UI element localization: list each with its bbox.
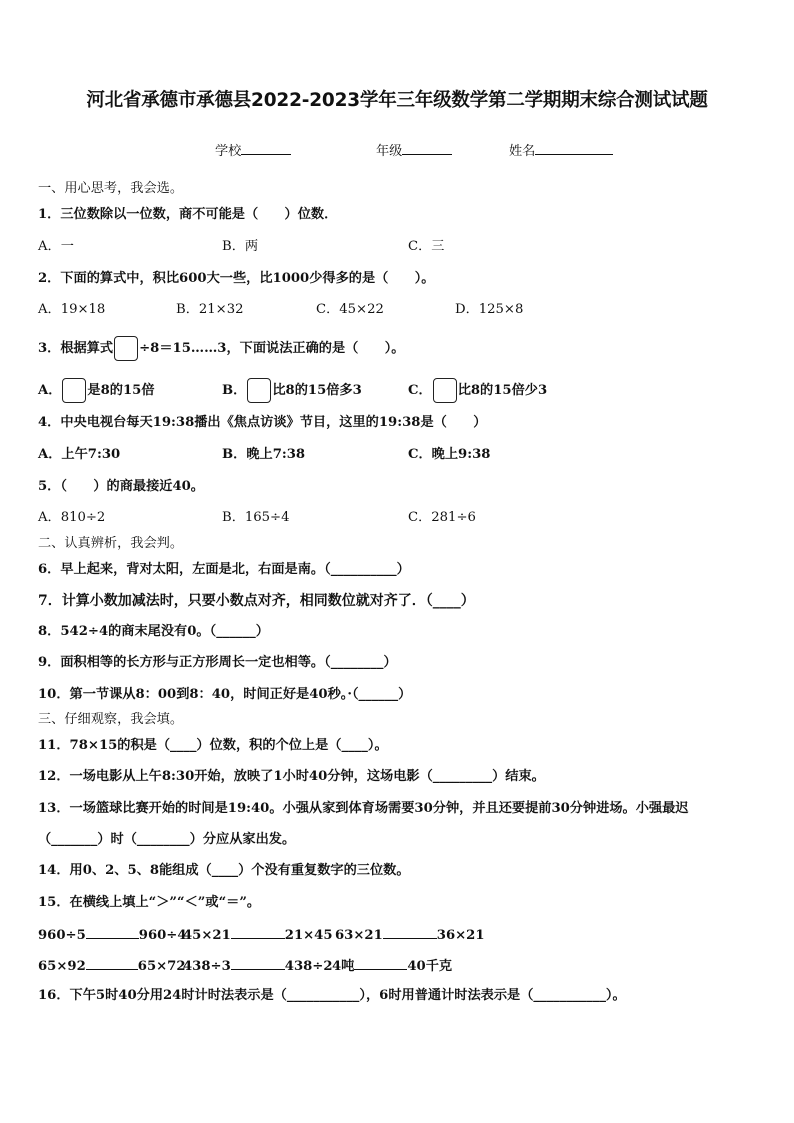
question-1: 1．三位数除以一位数，商不可能是（ ）位数． bbox=[38, 207, 338, 222]
section-2-heading: 二、认真辨析，我会判。 bbox=[38, 536, 184, 551]
q3c-box bbox=[433, 378, 457, 403]
question-13-line1: 13．一场篮球比赛开始的时间是19:40。小强从家到体育场需要30分钟，并且还要提前30分钟进场。小强最迟 bbox=[38, 801, 689, 816]
q15-row2-item3[interactable] bbox=[332, 956, 452, 976]
q1-option-a[interactable]: A．一 bbox=[38, 239, 74, 254]
section-1-heading: 一、用心思考，我会选。 bbox=[38, 181, 184, 196]
school-field[interactable] bbox=[215, 140, 291, 159]
name-label: 姓名 bbox=[509, 144, 536, 159]
exam-title: 河北省承德市承德县2022-2023学年三年级数学第二学期期末综合测试试题 bbox=[86, 90, 708, 111]
q5-option-c[interactable]: C．281÷6 bbox=[408, 510, 476, 525]
q4-option-a[interactable]: A．上午7:30 bbox=[38, 447, 121, 462]
question-7: 7．计算小数加减法时，只要小数点对齐，相同数位就对齐了．（____） bbox=[38, 593, 475, 609]
grade-label: 年级 bbox=[376, 144, 403, 159]
q3a-letter: A． bbox=[38, 383, 62, 398]
q15-expr: 438÷2 bbox=[284, 959, 333, 974]
q15-blank[interactable] bbox=[354, 956, 407, 970]
q15-row1-item2[interactable] bbox=[183, 925, 333, 945]
question-15: 15．在横线上填上“＞”“＜”或“＝”。 bbox=[38, 895, 261, 910]
name-field[interactable] bbox=[509, 140, 613, 159]
q15-row2-item2[interactable] bbox=[183, 956, 333, 976]
grade-field[interactable] bbox=[376, 140, 452, 159]
question-12: 12．一场电影从上午8:30开始，放映了1小时40分钟，这场电影（_________）结束。 bbox=[38, 769, 545, 784]
question-16: 16．下午5时40分用24时计时法表示是（___________），6时用普通计时法表示是（___________）。 bbox=[38, 988, 626, 1003]
q15-expr: 960÷4 bbox=[138, 928, 187, 943]
q15-expr: 438÷3 bbox=[183, 959, 231, 974]
q15-expr: 65×92 bbox=[38, 959, 86, 974]
question-2: 2．下面的算式中，积比600大一些，比1000少得多的是（ ）。 bbox=[38, 271, 435, 286]
q3-option-b[interactable] bbox=[222, 378, 362, 403]
q15-row2-item1[interactable] bbox=[38, 956, 186, 976]
q2-option-a[interactable]: A．19×18 bbox=[38, 302, 106, 317]
q2-option-c[interactable]: C．45×22 bbox=[316, 302, 384, 317]
q15-blank[interactable] bbox=[86, 925, 139, 939]
q15-blank[interactable] bbox=[383, 925, 437, 939]
q3c-letter: C． bbox=[408, 383, 432, 398]
q15-row1-item3[interactable] bbox=[335, 925, 485, 945]
q5-option-b[interactable]: B．165÷4 bbox=[222, 510, 290, 525]
question-13-line2: （_______）时（________）分应从家出发。 bbox=[38, 832, 296, 847]
question-6: 6．早上起来，背对太阳，左面是北，右面是南。（__________） bbox=[38, 562, 410, 577]
school-blank[interactable] bbox=[241, 140, 291, 155]
q3-box bbox=[114, 336, 138, 361]
q3-suffix: ÷8＝15……3，下面说法正确的是（ ）。 bbox=[139, 341, 405, 356]
q3-prefix: 3．根据算式 bbox=[38, 341, 114, 356]
q2-option-b[interactable]: B．21×32 bbox=[176, 302, 244, 317]
q15-expr: 36×21 bbox=[436, 928, 485, 943]
q3c-text: 比8的15倍少3 bbox=[457, 383, 548, 398]
q3-option-c[interactable] bbox=[408, 378, 547, 403]
q15-expr: 40千克 bbox=[407, 959, 453, 974]
school-label: 学校 bbox=[215, 144, 242, 159]
question-4: 4．中央电视台每天19:38播出《焦点访谈》节目，这里的19:38是（ ） bbox=[38, 415, 487, 430]
q3b-text: 比8的15倍多3 bbox=[272, 383, 362, 398]
question-9: 9．面积相等的长方形与正方形周长一定也相等。（________） bbox=[38, 655, 397, 670]
q4-option-c[interactable]: C．晚上9:38 bbox=[408, 447, 491, 462]
question-10: 10．第一节课从8：00到8：40，时间正好是40秒。·（______） bbox=[38, 687, 412, 702]
question-14: 14．用0、2、5、8能组成（____）个没有重复数字的三位数。 bbox=[38, 863, 410, 878]
question-11: 11．78×15的积是（____）位数，积的个位上是（____）。 bbox=[38, 738, 388, 753]
question-3 bbox=[38, 336, 404, 361]
q15-expr: 4吨 bbox=[332, 959, 355, 974]
grade-blank[interactable] bbox=[402, 140, 452, 155]
q2-option-d[interactable]: D．125×8 bbox=[455, 302, 524, 317]
q15-expr: 960÷5 bbox=[38, 928, 86, 943]
q1-option-c[interactable]: C．三 bbox=[408, 239, 445, 254]
q1-option-b[interactable]: B．两 bbox=[222, 239, 259, 254]
q15-expr: 65×72 bbox=[137, 959, 186, 974]
q15-blank[interactable] bbox=[231, 925, 285, 939]
q15-expr: 63×21 bbox=[335, 928, 383, 943]
name-blank[interactable] bbox=[535, 140, 613, 155]
q15-expr: 21×45 bbox=[284, 928, 333, 943]
section-3-heading: 三、仔细观察，我会填。 bbox=[38, 712, 184, 727]
q4-option-b[interactable]: B．晚上7:38 bbox=[222, 447, 306, 462]
q5-option-a[interactable]: A．810÷2 bbox=[38, 510, 106, 525]
q3b-letter: B． bbox=[222, 383, 247, 398]
question-8: 8．542÷4的商末尾没有0。（______） bbox=[38, 624, 269, 639]
q3b-box bbox=[247, 378, 271, 403]
q3a-text: 是8的15倍 bbox=[87, 383, 155, 398]
q15-expr: 45×21 bbox=[183, 928, 231, 943]
q15-row1-item1[interactable] bbox=[38, 925, 187, 945]
question-5: 5．（ ）的商最接近40。 bbox=[38, 479, 204, 494]
q3a-box bbox=[62, 378, 86, 403]
q3-option-a[interactable] bbox=[38, 378, 155, 403]
q15-blank[interactable] bbox=[231, 956, 285, 970]
q15-blank[interactable] bbox=[86, 956, 138, 970]
